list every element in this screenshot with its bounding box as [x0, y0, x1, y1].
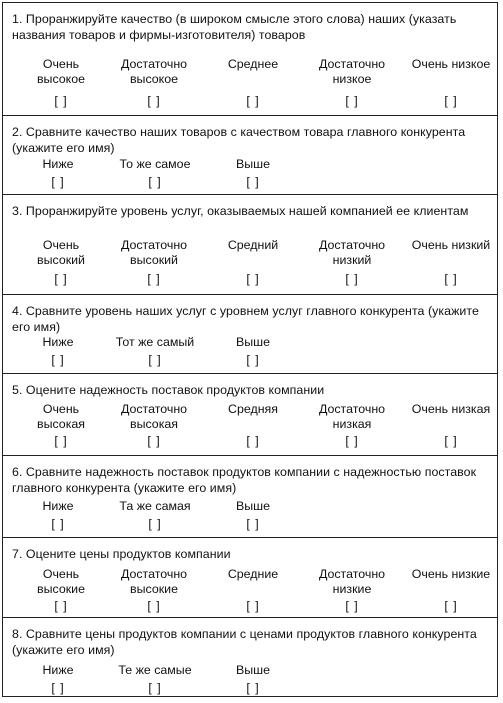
checkbox[interactable]: [ ] — [147, 599, 161, 613]
option-label: Очень высокая — [36, 402, 85, 431]
option-label: Очень низкий — [411, 238, 491, 252]
option-label: То же самое — [119, 157, 191, 171]
checkbox[interactable]: [ ] — [51, 175, 65, 189]
option-label: Очень низкие — [411, 567, 491, 581]
option-label: Средние — [227, 567, 279, 581]
checkbox[interactable]: [ ] — [444, 94, 458, 108]
option-1 — [6, 335, 110, 367]
option-3 — [201, 157, 305, 189]
option-label: Достаточно низкие — [318, 567, 386, 596]
question-section-8 — [3, 618, 497, 698]
option-label: Среднее — [227, 57, 279, 71]
checkbox[interactable]: [ ] — [246, 681, 260, 695]
checkbox[interactable]: [ ] — [51, 517, 65, 531]
checkbox[interactable]: [ ] — [51, 353, 65, 367]
questionnaire-form — [2, 2, 498, 697]
checkbox[interactable]: [ ] — [345, 434, 359, 448]
option-label: Достаточно высокая — [120, 402, 188, 431]
option-label: Ниже — [42, 335, 74, 349]
checkbox[interactable]: [ ] — [147, 94, 161, 108]
checkbox[interactable]: [ ] — [147, 434, 161, 448]
checkbox[interactable]: [ ] — [148, 353, 162, 367]
option-3 — [201, 402, 305, 448]
option-label: Очень высокие — [37, 567, 85, 596]
question-text: 5. Оцените надежность поставок продуктов компании — [12, 383, 325, 397]
checkbox[interactable]: [ ] — [246, 272, 260, 286]
option-2 — [102, 567, 206, 613]
option-label: Те же самые — [118, 663, 192, 677]
option-4 — [300, 238, 404, 286]
question-text: 8. Сравните цены продуктов компании с ценами продуктов главного конкурента (укажите его имя) — [12, 627, 477, 657]
checkbox[interactable]: [ ] — [345, 94, 359, 108]
option-label: Очень высокий — [37, 238, 85, 267]
checkbox[interactable]: [ ] — [444, 434, 458, 448]
checkbox[interactable]: [ ] — [148, 175, 162, 189]
option-3 — [201, 57, 305, 108]
option-label: Достаточно высокое — [120, 57, 188, 86]
checkbox[interactable]: [ ] — [246, 599, 260, 613]
checkbox[interactable]: [ ] — [345, 599, 359, 613]
checkbox[interactable]: [ ] — [148, 517, 162, 531]
option-label: Очень низкая — [411, 402, 491, 416]
option-3 — [201, 567, 305, 613]
question-text: 3. Проранжируйте уровень услуг, оказываемых нашей компанией ее клиентам — [12, 204, 469, 218]
checkbox[interactable]: [ ] — [345, 272, 359, 286]
checkbox[interactable]: [ ] — [444, 272, 458, 286]
checkbox[interactable]: [ ] — [246, 94, 260, 108]
option-1 — [6, 663, 110, 695]
option-2 — [103, 499, 207, 531]
option-4 — [300, 57, 404, 108]
option-2 — [103, 157, 207, 189]
option-label: Очень низкое — [411, 57, 491, 71]
option-5 — [399, 238, 503, 286]
option-label: Достаточно низкая — [318, 402, 386, 431]
option-5 — [399, 567, 503, 613]
checkbox[interactable]: [ ] — [147, 272, 161, 286]
option-label: Достаточно высокий — [120, 238, 188, 267]
option-label: Выше — [235, 499, 270, 513]
option-3 — [201, 238, 305, 286]
question-section-2 — [3, 116, 497, 195]
checkbox[interactable]: [ ] — [51, 681, 65, 695]
question-text: 4. Сравните уровень наших услуг с уровнем услуг главного конкурента (укажите его имя) — [12, 304, 479, 334]
option-label: Ниже — [42, 157, 74, 171]
option-3 — [201, 335, 305, 367]
option-5 — [399, 57, 503, 108]
checkbox[interactable]: [ ] — [246, 517, 260, 531]
option-label: Очень высокое — [36, 57, 86, 86]
question-text: 1. Проранжируйте качество (в широком смысле этого слова) наших (указать названия товаров и фирмы-изготовителя) товаров — [12, 12, 457, 42]
option-1 — [6, 499, 110, 531]
question-text: 6. Сравните надежность поставок продуктов компании с надежностью поставок главного конкурента (укажите его имя) — [12, 465, 477, 495]
option-label: Средний — [227, 238, 279, 252]
option-2 — [102, 402, 206, 448]
option-2 — [102, 238, 206, 286]
option-label: Выше — [235, 663, 270, 677]
option-2 — [103, 335, 207, 367]
question-section-6 — [3, 456, 497, 538]
question-section-4 — [3, 295, 497, 374]
question-section-7 — [3, 538, 497, 618]
checkbox[interactable]: [ ] — [54, 599, 68, 613]
checkbox[interactable]: [ ] — [246, 175, 260, 189]
option-label: Тот же самый — [115, 335, 195, 349]
option-4 — [300, 402, 404, 448]
question-section-3 — [3, 195, 497, 295]
option-label: Ниже — [42, 663, 74, 677]
option-label: Та же самая — [119, 499, 191, 513]
question-section-5 — [3, 374, 497, 456]
option-1 — [9, 238, 113, 286]
checkbox[interactable]: [ ] — [54, 434, 68, 448]
option-2 — [102, 57, 206, 108]
option-label: Выше — [235, 335, 270, 349]
option-1 — [9, 57, 113, 108]
checkbox[interactable]: [ ] — [444, 599, 458, 613]
checkbox[interactable]: [ ] — [54, 94, 68, 108]
option-5 — [399, 402, 503, 448]
checkbox[interactable]: [ ] — [148, 681, 162, 695]
option-label: Достаточно высокие — [120, 567, 188, 596]
option-label: Достаточно низкий — [318, 238, 386, 267]
option-4 — [300, 567, 404, 613]
question-section-1 — [3, 3, 497, 116]
option-1 — [6, 157, 110, 189]
option-label: Ниже — [42, 499, 74, 513]
checkbox[interactable]: [ ] — [246, 434, 260, 448]
option-label: Выше — [235, 157, 270, 171]
option-2 — [103, 663, 207, 695]
question-text: 7. Оцените цены продуктов компании — [12, 547, 231, 561]
option-1 — [9, 567, 113, 613]
option-label: Средняя — [228, 402, 278, 416]
option-label: Достаточно низкое — [318, 57, 386, 86]
option-3 — [201, 663, 305, 695]
checkbox[interactable]: [ ] — [54, 272, 68, 286]
option-1 — [9, 402, 113, 448]
checkbox[interactable]: [ ] — [246, 353, 260, 367]
question-text: 2. Сравните качество наших товаров с качеством товара главного конкурента (укажите его имя) — [12, 125, 466, 155]
option-3 — [201, 499, 305, 531]
